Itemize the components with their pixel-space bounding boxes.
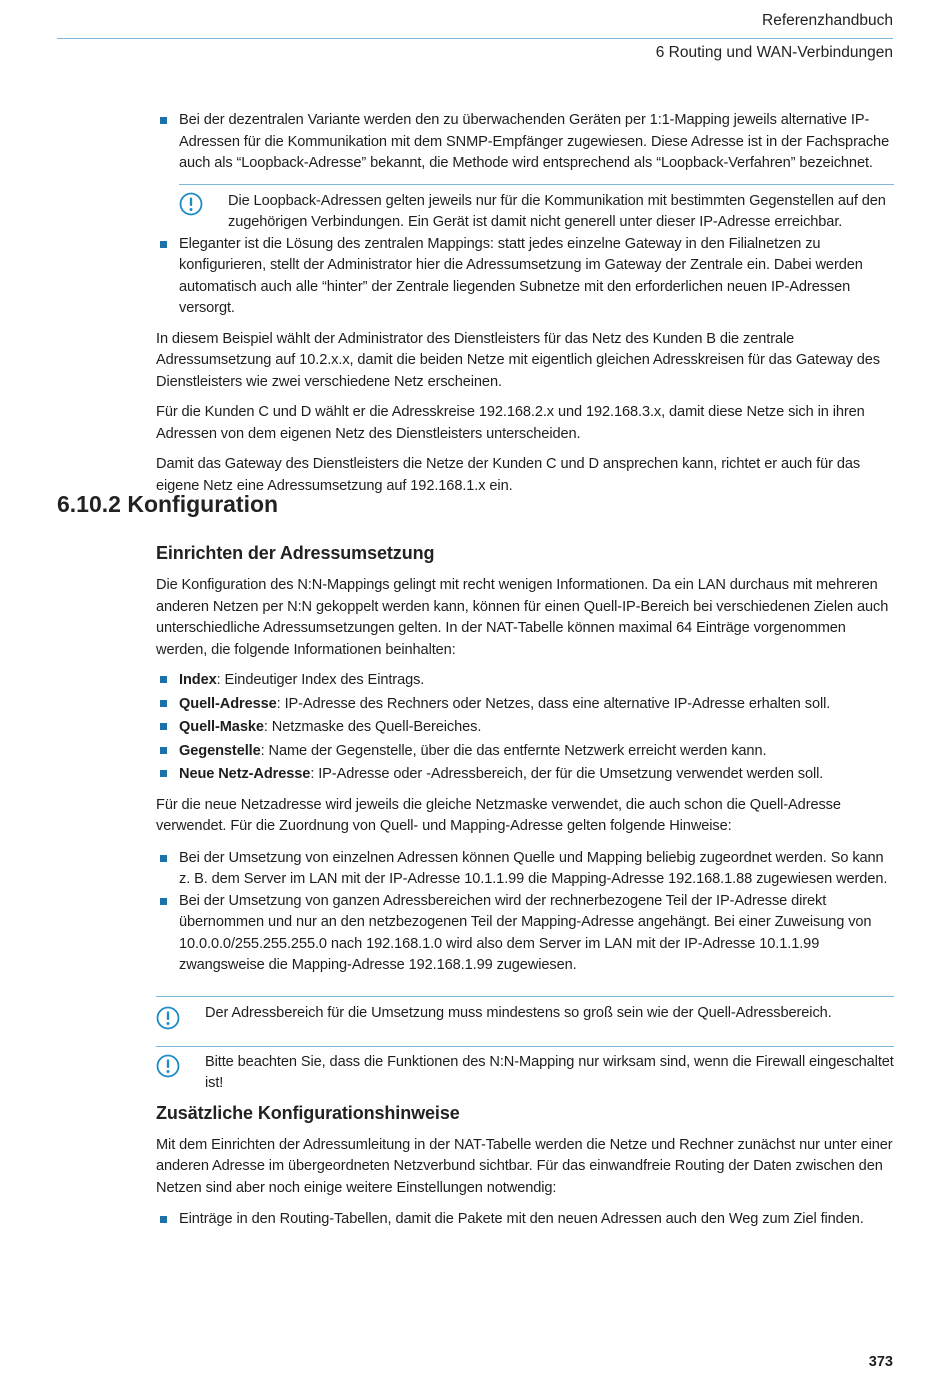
- running-header-title: Referenzhandbuch: [762, 12, 893, 29]
- list-item: Quell-Adresse: IP-Adresse des Rechners oder Netzes, dass eine alternative IP-Adresse erhalten soll.: [156, 693, 894, 717]
- bullet-routing-tabellen: Einträge in den Routing-Tabellen, damit die Pakete mit den neuen Adressen auch den Weg zum Ziel finden.: [156, 1209, 894, 1231]
- bullet-einzelne-adressen: Bei der Umsetzung von einzelnen Adressen können Quelle und Mapping beliebig zugeordnet werden. So kann z. B. dem Server im LAN mit der IP-Adresse 10.1.1.99 die Mapping-Adresse 192.168.1.88 zugewiesen werden.: [156, 848, 894, 891]
- note-loopback-text: Die Loopback-Adressen gelten jeweils nur für die Kommunikation mit bestimmten Gegenstellen auf den zugehörigen Verbindungen. Ein Gerät ist damit nicht generell unter dieser IP-Adresse erreichbar.: [228, 192, 886, 230]
- paragraph-eigenes-netz: Damit das Gateway des Dienstleisters die Netze der Kunden C und D ansprechen kann, richtet er auch für das eigene Netz eine Adressumsetzung auf 192.168.1.x ein.: [156, 456, 861, 494]
- paragraph-kunden-c-d: Für die Kunden C und D wählt er die Adresskreise 192.168.2.x und 192.168.3.x, damit diese Netze sich in ihren Adressen von dem eigenen Netz des Dienstleisters unterscheiden.: [156, 404, 865, 442]
- field-list: [156, 669, 894, 787]
- list-item: Index: Eindeutiger Index des Eintrags.: [156, 669, 894, 693]
- list-item: Gegenstelle: Name der Gegenstelle, über die das entfernte Netzwerk erreicht werden kann.: [156, 740, 894, 764]
- note-loopback: [179, 184, 894, 234]
- bullet-dezentral: Bei der dezentralen Variante werden den zu überwachenden Geräten per 1:1-Mapping jeweils alternative IP-Adressen für die Kommunikation mit dem SNMP-Empfänger zugewiesen. Diese Adresse ist in der Fachsprache auch als “Loopback-Adresse” bekannt, die Methode wird entsprechend als “Loopback-Verfahren” bezeichnet.: [156, 110, 894, 175]
- intro-content: [156, 110, 894, 497]
- subsection-heading-adressumsetzung: Einrichten der Adressumsetzung: [156, 543, 435, 563]
- section-content: [156, 541, 894, 1231]
- exclamation-circle-icon: [156, 1054, 180, 1078]
- section-heading: 6.10.2 Konfiguration: [57, 491, 279, 517]
- note-firewall: [156, 1046, 894, 1093]
- note-adressbereich-text: Der Adressbereich für die Umsetzung muss mindestens so groß sein wie der Quell-Adressbereich.: [205, 1004, 832, 1021]
- running-header-chapter: 6 Routing und WAN-Verbindungen: [655, 44, 893, 61]
- bullet-adressbereiche: Bei der Umsetzung von ganzen Adressbereichen wird der rechnerbezogene Teil der IP-Adresse direkt übernommen und nur an den netzbezogenen Teil der Mapping-Adresse angehängt. Bei einer Zuweisung von 10.0.0.0/255.255.255.0 nach 192.168.1.0 wird also dem Server im LAN mit der IP-Adresse 10.1.1.99 zwangsweise die Mapping-Adresse 192.168.1.99 zugewiesen.: [156, 891, 894, 977]
- exclamation-circle-icon: [156, 1006, 180, 1030]
- note-firewall-text: Bitte beachten Sie, dass die Funktionen des N:N-Mapping nur wirksam sind, wenn die Firewall eingeschaltet ist!: [205, 1053, 894, 1091]
- paragraph-netzmaske: Für die neue Netzadresse wird jeweils die gleiche Netzmaske verwendet, die auch schon die Quell-Adresse verwendet. Für die Zuordnung von Quell- und Mapping-Adresse gelten folgende Hinweise:: [156, 796, 841, 834]
- bullet-zentral: Eleganter ist die Lösung des zentralen Mappings: statt jedes einzelne Gateway in den Filialnetzen zu konfigurieren, stellt der Administrator hier die Adressumsetzung im Gateway der Zentrale ein. Dabei werden automatisch auch alle “hinter” der Zentrale liegenden Subnetze mit den erforderlichen neuen IP-Adressen versorgt.: [156, 234, 894, 320]
- page-number: 373: [868, 1354, 893, 1370]
- exclamation-circle-icon: [179, 192, 203, 216]
- paragraph-konfiguration: Die Konfiguration des N:N-Mappings gelingt mit recht wenigen Informationen. Da ein LAN durchaus mit mehreren anderen Netzen per N:N gekoppelt werden kann, können für einen Quell-IP-Bereich bei verschiedenen Zielen auch unterschiedliche Adressumsetzungen gelten. In der NAT-Tabelle können maximal 64 Einträge vorgenommen werden, die folgende Informationen beinhalten:: [156, 577, 889, 658]
- list-item: Neue Netz-Adresse: IP-Adresse oder -Adressbereich, der für die Umsetzung verwendet werden soll.: [156, 763, 894, 787]
- paragraph-adressumleitung: Mit dem Einrichten der Adressumleitung in der NAT-Tabelle werden die Netze und Rechner zunächst nur unter einer anderen Adresse im übergeordneten Netzverbund sichtbar. Für das einwandfreie Routing der Daten zwischen den Netzen sind aber noch einige weitere Einstellungen notwendig:: [156, 1136, 893, 1196]
- paragraph-kunde-b: In diesem Beispiel wählt der Administrator des Dienstleisters für das Netz des Kunden B die zentrale Adressumsetzung auf 10.2.x.x, damit die beiden Netze mit eigentlich gleichen Adresskreisen für das Gateway des Dienstleisters wie zwei verschiedene Netz erscheinen.: [156, 330, 880, 390]
- header-rule: [57, 38, 893, 39]
- list-item: Quell-Maske: Netzmaske des Quell-Bereiches.: [156, 716, 894, 740]
- note-adressbereich: [156, 996, 894, 1046]
- subsection-heading-hinweise: Zusätzliche Konfigurationshinweise: [156, 1102, 460, 1123]
